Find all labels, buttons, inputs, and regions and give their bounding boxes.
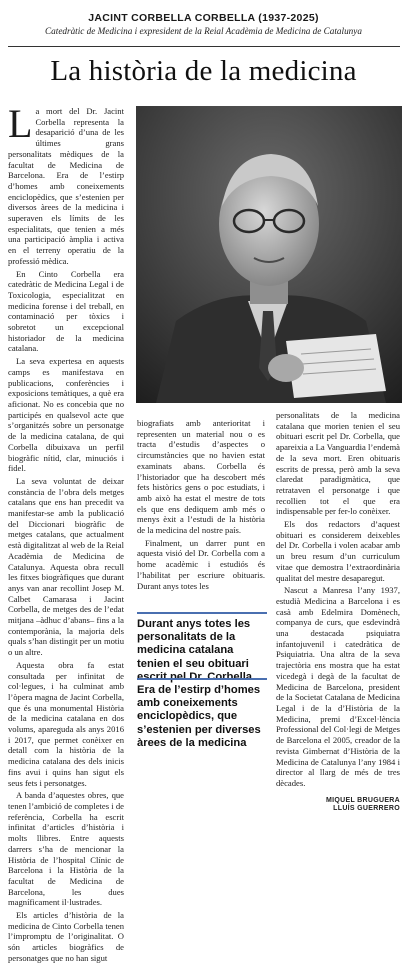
header-divider [8,46,400,47]
article-column-3 [276,410,400,800]
article-paragraph: La seva voluntat de deixar constància de l’obra dels metges catalans que ens han precedit va manifestar-se amb la publicació del Diccionari biogràfic de metges catalans, que actualment està digitalitzat al web de la Reial Acadèmia de Medicina de Catalunya. Aquesta obra recull les fitxes biogràfiques que durant anys van anar recollint Josep M. Calbet Camarasa i Jacint Corbella, de metges des de l’edat mitjana –àdhuc d’abans– fins a la contemporània, la majoria dels quals s’han distingit per un motiu o un altre. [8,475,124,658]
article-paragraph: Els articles d’història de la medicina de Cinto Corbella tenen l’impromptu de l’originalitat. O són articles biogràfics de personatges que no han sigut [8,910,124,963]
author-byline: MIQUEL BRUGUERA [326,797,400,804]
page-title: La història de la medicina [50,55,357,87]
article-paragraph: La mort del Dr. Jacint Corbella representa la desaparició d’una de les últimes grans personalitats mèdiques de la facultat de Medicina de Barcelona. Era de l’estirp d’homes amb coneixements enciclopèdics, que s’estenien per diversos àrees de la medicina i superaven els límits de les especialitats, que tenien a més una participació àmplia i activa en el terreny operatiu de la professió mèdica. [8,101,124,266]
article-paragraph: personalitats de la medicina catalana que morien tenien el seu obituari escrit pel Dr. Corbella, que apareixia a La Vanguardia l’endemà de la seva mort. Eren obituaris escrits de pressa, però amb la seva claredat paradigmàtica, que retrataven el personatge i que recollien tot el que era indispensable per fer-lo conèixer. [276,410,400,517]
article-paragraph: Els dos redactors d’aquest obituari es considerem deixebles del Dr. Corbella i volen acabar amb un breu resum d’un curriculum vitae que demostra l’extraordinària qualitat del mestre desaparegut. [276,519,400,583]
article-paragraph: A banda d’aquestes obres, que tenen l’ambició de completes i de referència, Corbella ha escrit infinitat d’articles d’història i molts llibres. Entre aquests darrers s’ha de mencionar la Història de l’hospital Clínic de Barcelona i la Història de la facultat de Medicina de Barcelona, les dues magníficament il·lustrades. [8,790,124,908]
pull-quote: Era de l’estirp d’homes amb coneixements enciclopèdics, que s’estenien per diverses àrees de la medicina [137,678,267,750]
article-paragraph: Finalment, un darrer punt en aquesta visió del Dr. Corbella com a home acadèmic i estudiós és l’habilitat per escriure obituaris. Durant anys totes les [137,537,265,591]
article-paragraph: Aquesta obra fa estat consultada per infinitat de col·legues, i ha culminat amb l’òpera magna de Jacint Corbella, que és una monumental Història de la medicina catalana en dos volums, apareguda als anys 2016 i 2017, que permet conèixer en detall com la història de la medicina catalana des dels inicis fins avui i quins han sigut els seus fets i personatges. [8,659,124,788]
obituary-kicker: JACINT CORBELLA CORBELLA (1937-2025) [88,12,319,24]
article-paragraph: La seva expertesa en aquests camps es manifestava en publicacions, conferències i exposicions temàtiques, a què era aficionat. No es concebia que no participés en qualsevol acte que s’organitzés sobre un personatge de la medicina catalana, de qui Corbella dibuixava un perfil biogràfic nítid, clar, minuciós i fidel. [8,356,124,474]
portrait-photo [136,106,402,403]
drop-cap: L [8,101,33,146]
article-paragraph: En Cinto Corbella era catedràtic de Medicina Legal i de Toxicologia, especialitzat en medicina forense i del treball, en contaminació per tòxics i sobretot un excepcional historiador de la medicina catalana. [8,268,124,354]
article-column-1 [8,101,124,963]
article-column-2 [137,418,265,608]
pull-quote: Durant anys totes les personalitats de la medicina catalana tenien el seu obituari escrit pel Dr. Corbella [137,612,267,684]
obituary-subkicker: Catedràtic de Medicina i expresident de la Reial Acadèmia de Medicina de Catalunya [45,26,362,36]
author-byline: LLUÍS GUERRERO [333,805,400,812]
article-paragraph: Nascut a Manresa l’any 1937, estudià Medicina a Barcelona i es casà amb Edelmira Domènech, companya de curs, que esdevindrà una destacada psiquiatra infantojuvenil i catedràtica de Psiquiatria. Una altra de la seva trajectòria ens mostra que ha estat vicedegà i degà de la facultat de Medicina de Barcelona, president de la Societat Catalana de Medicina Legal i de la d’Història de la Medicina, premi d’Excel·lència Professional del Col·legi de Metges de Barcelona el 2005, creador de la revista Gimbernat d’Història de la Medicina de Catalunya l’any 1984 i director al llarg de més de tres dècades. [276,585,400,788]
article-paragraph: biografiats amb anterioritat i representen un material nou o es tracta d’estudis d’aspectes o circumstàncies que no havien estat examinats abans. Corbella és l’historiador que ha descobert més fets històrics gens o poc estudiats, i amb això ha estat el mestre de tots els que ens dediquem amb més o menys èxit a l’estudi de la història de la medicina del nostre país. [137,418,265,536]
